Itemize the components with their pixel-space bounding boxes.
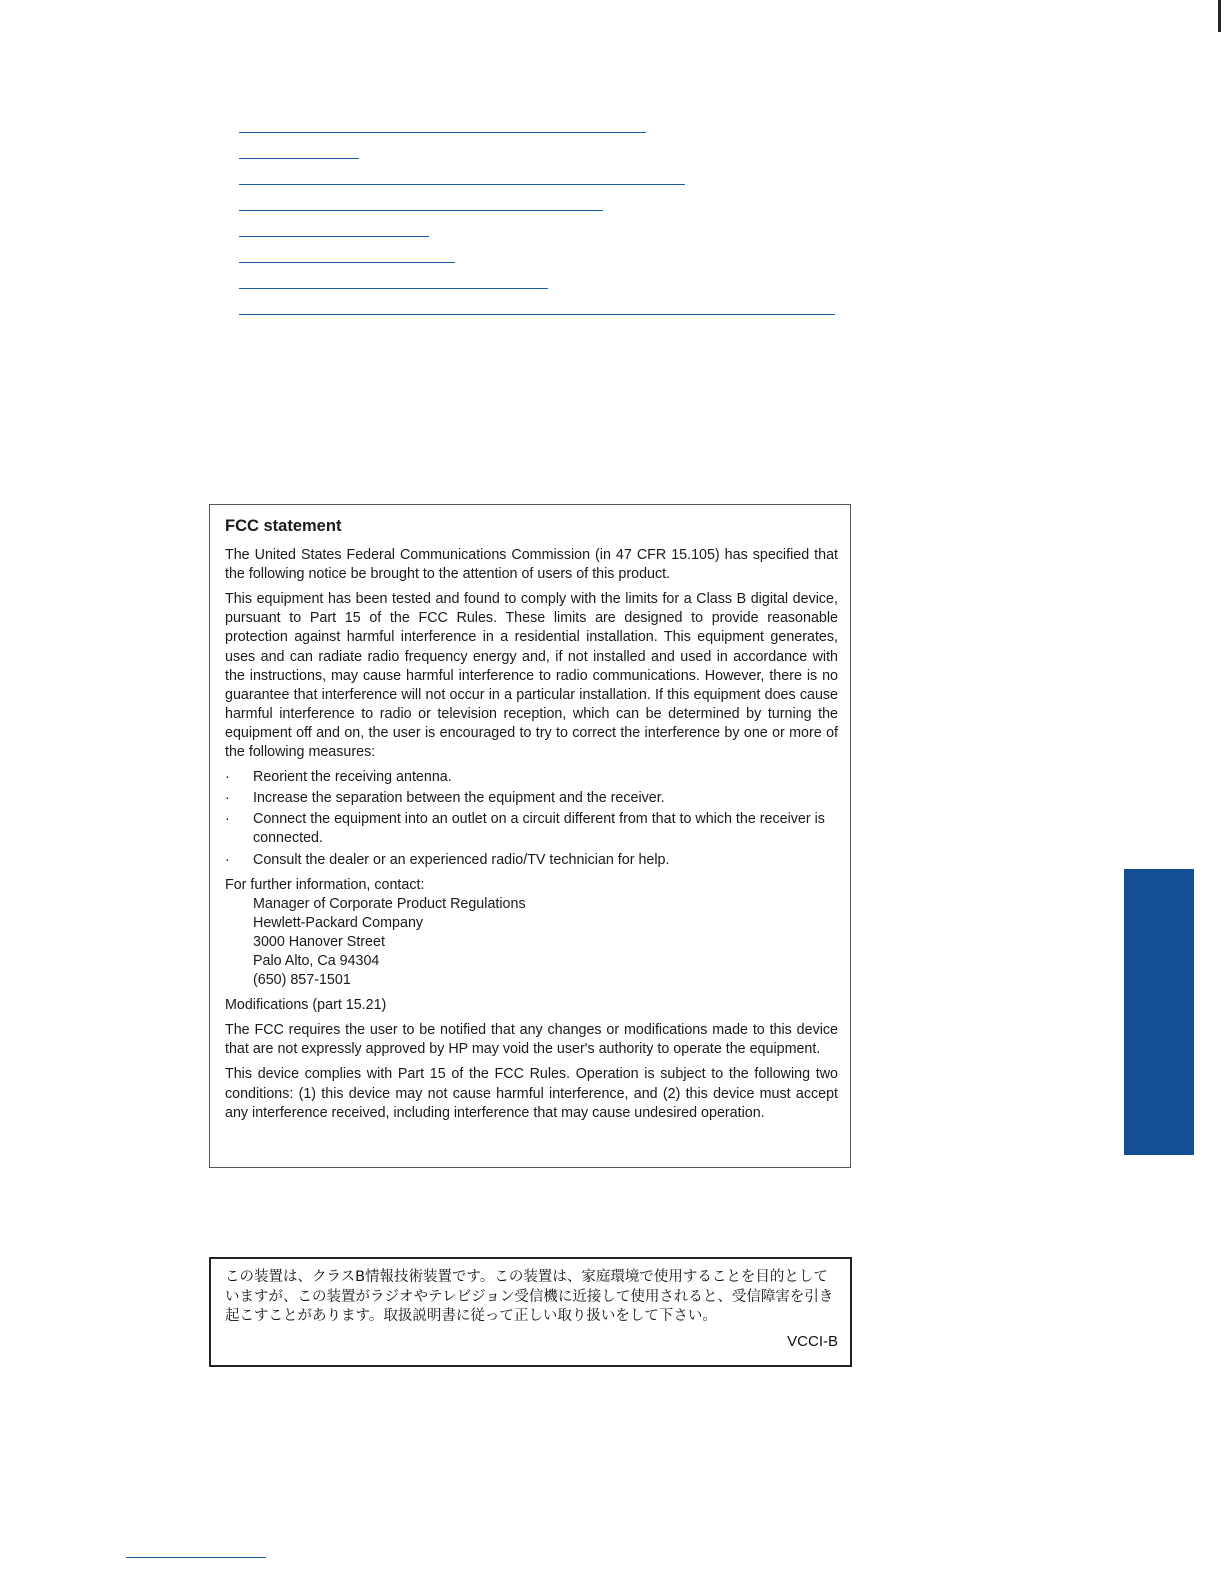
modifications-heading: Modifications (part 15.21) (225, 997, 387, 1014)
footer-link-underline[interactable] (126, 1557, 266, 1558)
fcc-body: This equipment has been tested and found to comply with the limits for a Class B digital device, pursuant to Part 15 of the FCC Rules. These limits are designed to provide reasonable protection against harmful interference in a residential installation. This equipment generates, uses and can radiate radio frequency energy and, if not installed and used in accordance with the instructions, may cause harmful interference to radio communications. However, there is no guarantee that interference will not occur in a particular installation. If this equipment does cause harmful interference to radio or television reception, which can be determined by turning the equipment off and on, the user is encouraged to try to correct the interference by one or more of the following measures: (225, 591, 838, 761)
contact-line: 3000 Hanover Street (253, 933, 385, 950)
vcci-text: この装置は、クラスB情報技術装置です。この装置は、家庭環境で使用することを目的としていますが、この装置がラジオやテレビジョン受信機に近接して使用されると、受信障害を引き起こすことがあります。取扱説明書に従って正しい取り扱いをして下さい。 (225, 1269, 834, 1324)
page-edge-rule (1218, 0, 1221, 32)
list-item (225, 851, 838, 870)
toc-link-underline[interactable] (239, 288, 548, 289)
modifications-text: The FCC requires the user to be notified that any changes or modifications made to this device that are not expressly approved by HP may void the user's authority to operate the equipment. (225, 1022, 838, 1058)
toc-link-underline[interactable] (239, 236, 429, 237)
list-item (225, 768, 838, 787)
measure-text: Connect the equipment into an outlet on a circuit different from that to which the receiver is connected. (253, 811, 825, 847)
measure-text: Increase the separation between the equipment and the receiver. (253, 790, 665, 807)
bullet-icon: · (225, 790, 230, 807)
contact-line: Manager of Corporate Product Regulations (253, 895, 526, 912)
toc-link-underline[interactable] (239, 184, 685, 185)
fcc-title: FCC statement (225, 517, 342, 535)
toc-link-underline[interactable] (239, 158, 359, 159)
toc-link-underline[interactable] (239, 132, 646, 133)
toc-link-underline[interactable] (239, 262, 455, 263)
fcc-statement-box (209, 504, 851, 1168)
toc-link-underline[interactable] (239, 314, 835, 315)
bullet-icon: · (225, 811, 230, 828)
list-item (225, 810, 838, 848)
vcci-mark: VCCI-B (787, 1332, 838, 1350)
bullet-icon: · (225, 769, 230, 786)
contact-line: Hewlett-Packard Company (253, 914, 424, 931)
contact-line: (650) 857-1501 (253, 972, 351, 989)
bullet-icon: · (225, 851, 230, 868)
fcc-intro: The United States Federal Communications Commission (in 47 CFR 15.105) has specified that the following notice be brought to the attention of users of this product. (225, 547, 838, 583)
contact-heading: For further information, contact: (225, 876, 425, 893)
measure-text: Reorient the receiving antenna. (253, 769, 452, 786)
chapter-side-tab[interactable] (1124, 869, 1194, 1155)
compliance-text: This device complies with Part 15 of the FCC Rules. Operation is subject to the following two conditions: (1) this device may not cause harmful interference, and (2) this device must accept any interference received, including interference that may cause undesired operation. (225, 1066, 838, 1121)
vcci-notice-box (209, 1257, 852, 1367)
contact-line: Palo Alto, Ca 94304 (253, 952, 380, 969)
list-item (225, 789, 838, 808)
fcc-measures-list (225, 768, 838, 869)
measure-text: Consult the dealer or an experienced radio/TV technician for help. (253, 851, 670, 868)
contact-address (253, 895, 838, 990)
toc-link-underline[interactable] (239, 210, 603, 211)
